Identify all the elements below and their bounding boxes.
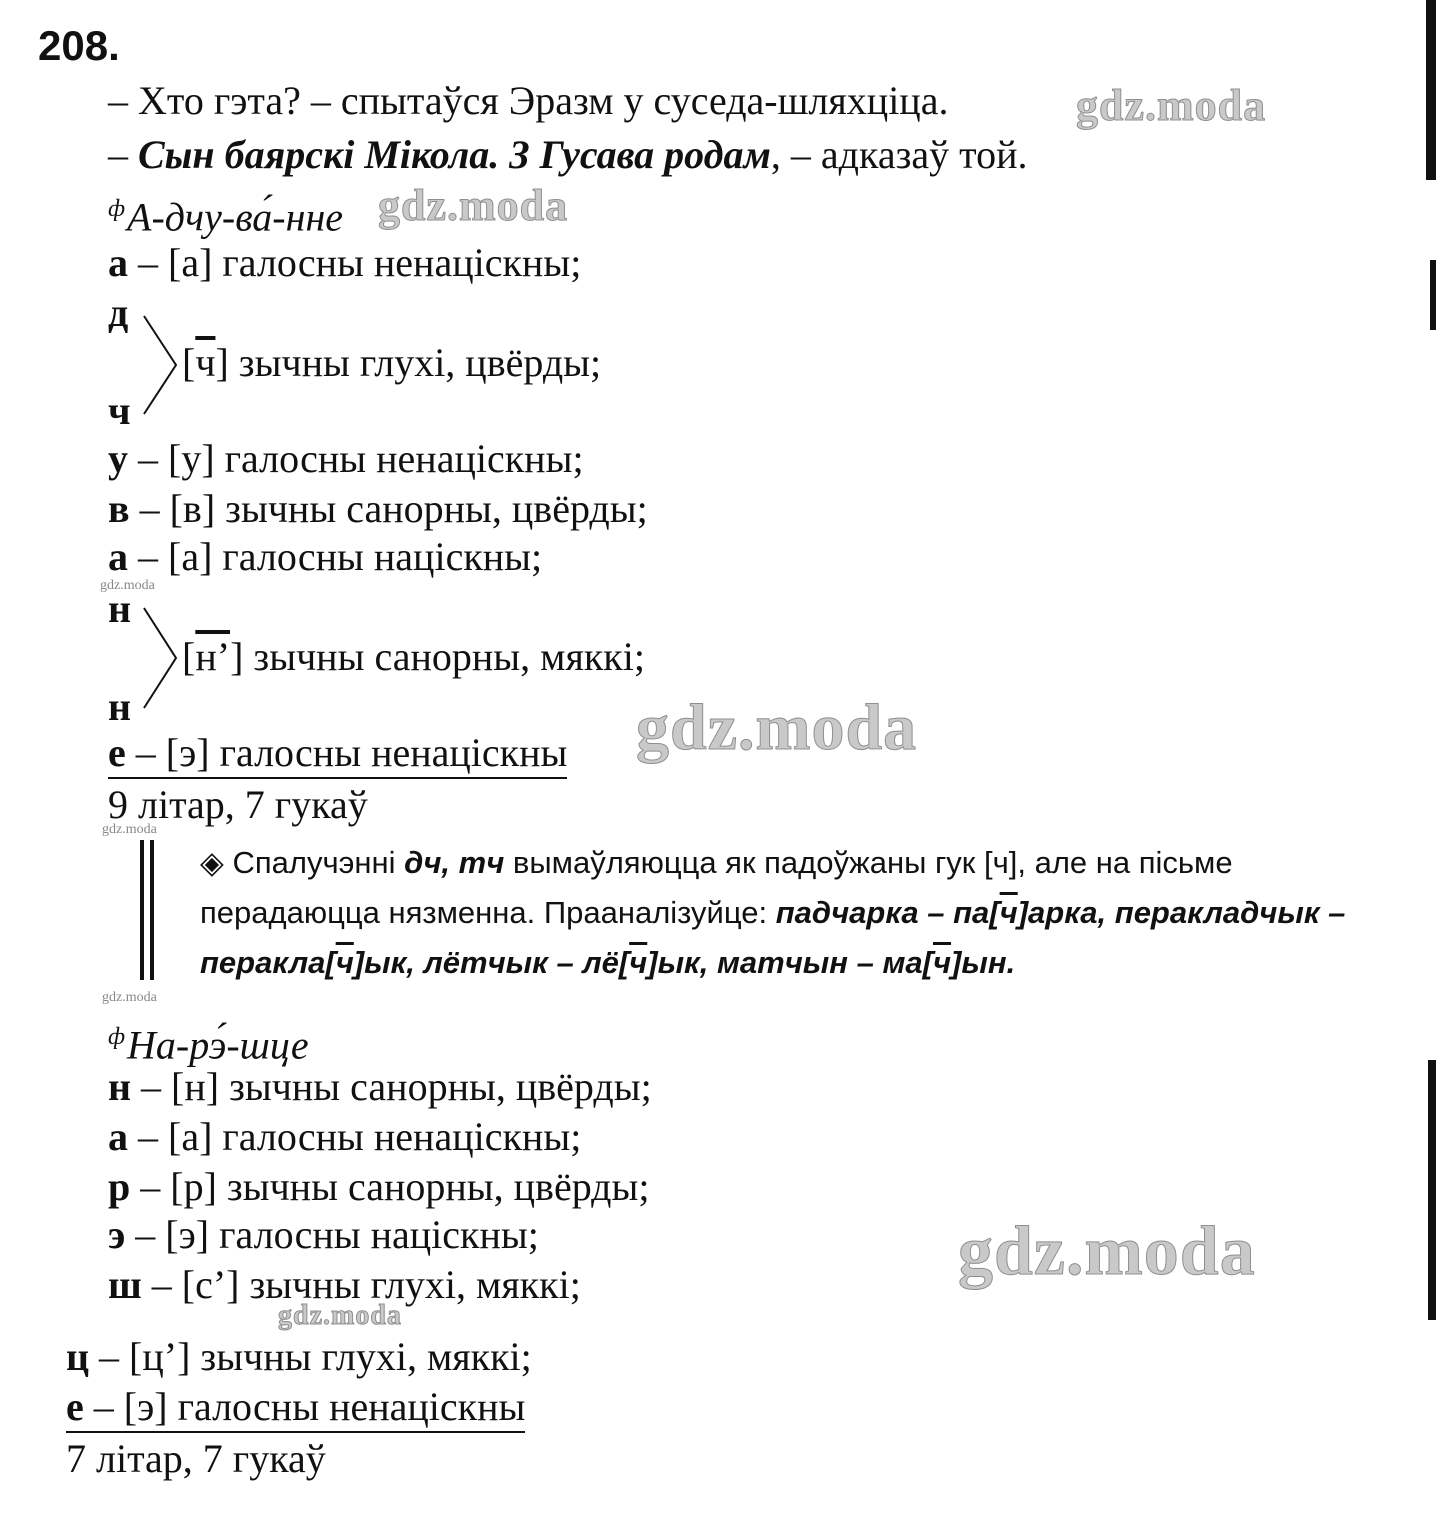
word1-row: а – [а] галосны ненаціскны; bbox=[108, 240, 582, 285]
note-line-3: перакла[ч]ык, лётчык – лё[ч]ык, матчын – ма[ч]ын. bbox=[200, 945, 1016, 980]
watermark-small: gdz.moda bbox=[102, 822, 157, 837]
pair1-desc: [ч] зычны глухі, цвёрды; bbox=[182, 340, 602, 385]
exercise-number: 208. bbox=[38, 22, 120, 69]
pair1-sound: ч bbox=[195, 340, 216, 385]
word2-syllables: На-рэ́-шце bbox=[127, 1022, 309, 1068]
word1-row: а – [а] галосны націскны; bbox=[108, 534, 543, 579]
word2-summary: 7 літар, 7 гукаў bbox=[66, 1436, 326, 1481]
word1-row-letter: д bbox=[108, 290, 129, 335]
word2-row: э – [э] галосны націскны; bbox=[108, 1212, 539, 1257]
dialog-line-2 bbox=[108, 132, 1028, 178]
pair2-sound: н’ bbox=[195, 634, 231, 679]
dialog-line-1 bbox=[108, 78, 948, 124]
watermark: gdz.moda bbox=[378, 181, 569, 230]
scan-edge bbox=[1430, 260, 1436, 330]
diamond-icon: ◈ bbox=[200, 845, 224, 880]
note-bar bbox=[140, 840, 144, 980]
brace-pair-2 bbox=[140, 602, 182, 714]
note-bar bbox=[150, 840, 154, 980]
word1-summary: 9 літар, 7 гукаў bbox=[108, 782, 368, 827]
note-line-2: перадаюцца нязменна. Прааналізуйце: падчарка – па[ч]арка, перакладчык – bbox=[200, 895, 1346, 930]
word1-row: у – [у] галосны ненаціскны; bbox=[108, 436, 584, 481]
word2-row: а – [а] галосны ненаціскны; bbox=[108, 1114, 582, 1159]
word1-row: в – [в] зычны санорны, цвёрды; bbox=[108, 486, 648, 531]
note-line-1: ◈ Спалучэнні дч, тч вымаўляюцца як падоўжаны гук [ч], але на пісьме bbox=[200, 845, 1233, 880]
dialog-dash: – bbox=[108, 132, 138, 177]
phonetic-marker: ф bbox=[108, 1024, 126, 1050]
dialog-answer-bold: Сын баярскі Мікола. З Гусава родам bbox=[138, 132, 771, 177]
watermark-small: gdz.moda bbox=[100, 578, 155, 593]
dialog-dash: – bbox=[108, 78, 138, 123]
word1-heading bbox=[108, 186, 343, 240]
dialog-answer-rest: , – адказаў той. bbox=[770, 132, 1028, 177]
word2-heading bbox=[108, 1014, 309, 1068]
watermark-small: gdz.moda bbox=[102, 990, 157, 1005]
pair2-desc: [н’] зычны санорны, мяккі; bbox=[182, 634, 645, 679]
brace-pair-1 bbox=[140, 310, 182, 420]
word2-row: р – [р] зычны санорны, цвёрды; bbox=[108, 1164, 650, 1209]
scan-edge bbox=[1428, 1060, 1436, 1320]
word1-row-letter: ч bbox=[108, 388, 131, 433]
word2-row: н – [н] зычны санорны, цвёрды; bbox=[108, 1064, 652, 1109]
phonetic-marker: ф bbox=[108, 196, 126, 222]
word2-row: ш – [с’] зычны глухі, мяккі; bbox=[108, 1262, 581, 1307]
word1-row-letter: н bbox=[108, 684, 132, 729]
word2-row: ц – [ц’] зычны глухі, мяккі; bbox=[66, 1334, 532, 1379]
watermark: gdz.moda bbox=[958, 1213, 1256, 1290]
dialog-question: Хто гэта? – спытаўся Эразм у суседа-шляхціца. bbox=[138, 78, 949, 123]
scan-edge bbox=[1426, 0, 1436, 180]
word2-row-last: е – [э] галосны ненаціскны bbox=[66, 1384, 525, 1430]
watermark: gdz.moda bbox=[636, 691, 918, 764]
word1-row-letter: н bbox=[108, 586, 132, 631]
watermark: gdz.moda bbox=[278, 1300, 402, 1331]
word1-syllables: А-дчу-ва́-нне bbox=[127, 194, 344, 240]
watermark: gdz.moda bbox=[1076, 81, 1267, 130]
word1-row-last: е – [э] галосны ненаціскны bbox=[108, 730, 567, 776]
